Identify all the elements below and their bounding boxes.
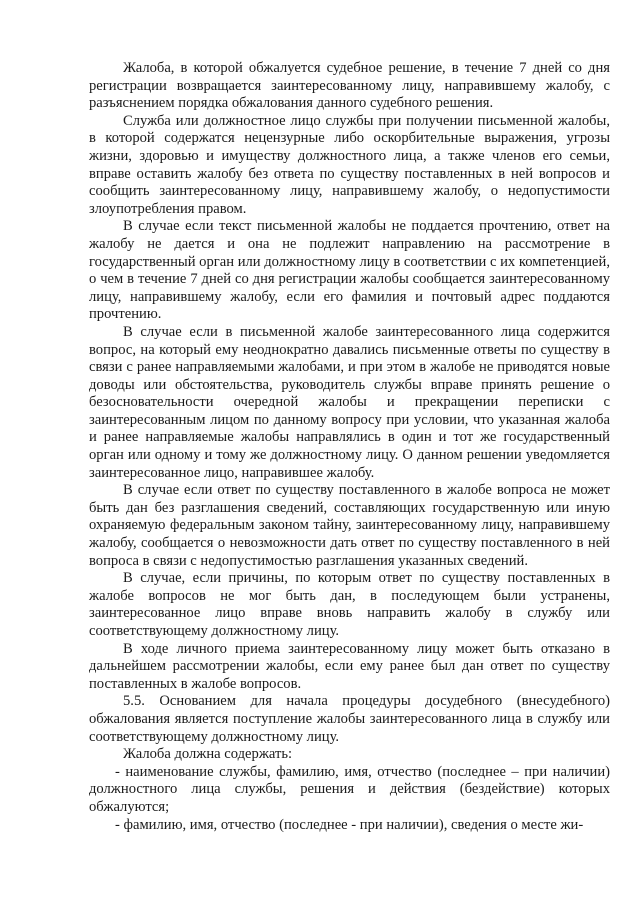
paragraph-section-5-5: 5.5. Основанием для начала процедуры досудебного (внесудебного) обжалования является поступление жалобы заинтересованного лица в службу или соответствующему должностному лицу. — [89, 693, 610, 745]
list-item: - наименование службы, фамилию, имя, отчество (последнее – при наличии) должностного лица службы, решения и действия (бездействие) которых обжалуются; — [89, 763, 610, 815]
paragraph-unreadable-complaint: В случае если текст письменной жалобы не поддается прочтению, ответ на жалобу не дается и она не подлежит направлению на рассмотрение в государственный орган или должностному лицу в соответствии с их компетенцией, о чем в течение 7 дней со дня регистрации жалобы сообщается заинтересованному лицу, направившему жалобу, если его фамилия и почтовый адрес поддаются прочтению. — [89, 218, 610, 323]
paragraph-offensive-complaint: Служба или должностное лицо службы при получении письменной жалобы, в которой содержатся нецензурные либо оскорбительные выражения, угрозы жизни, здоровью и имуществу должностного лица, а также членов его семьи, вправе оставить жалобу без ответа по существу поставленных в ней вопросов и сообщить заинтересованному лицу, направившему жалобу, о недопустимости злоупотребления правом. — [89, 112, 610, 217]
paragraph-court-decision-complaint: Жалоба, в которой обжалуется судебное решение, в течение 7 дней со дня регистрации возвращается заинтересованному лицу, направившему жалобу, с разъяснением порядка обжалования данного судебного решения. — [89, 60, 610, 112]
paragraph-repeated-complaint: В случае если в письменной жалобе заинтересованного лица содержится вопрос, на который ему неоднократно давались письменные ответы по существу в связи с ранее направляемыми жалобами, и при этом в жалобе не приводятся новые доводы или обстоятельства, руководитель службы вправе принять решение о безосновательности очередной жалобы и прекращении переписки с заинтересованным лицом по данному вопросу при условии, что указанная жалоба и ранее направляемые жалобы направлялись в один и тот же государственный орган или одному и тому же должностному лицу. О данном решении уведомляется заинтересованное лицо, направившее жалобу. — [89, 323, 610, 481]
paragraph-secret-information: В случае если ответ по существу поставленного в жалобе вопроса не может быть дан без разглашения сведений, составляющих государственную или иную охраняемую федеральным законом тайну, заинтересованному лицу, направившему жалобу, сообщается о невозможности дать ответ по существу поставленного в ней вопроса в связи с недопустимостью разглашения указанных сведений. — [89, 482, 610, 569]
paragraph-personal-reception: В ходе личного приема заинтересованному лицу может быть отказано в дальнейшем рассмотрении жалобы, если ему ранее был дан ответ по существу поставленных в жалобе вопросов. — [89, 640, 610, 692]
paragraph-complaint-contents-intro: Жалоба должна содержать: — [123, 746, 293, 763]
list-item: - фамилию, имя, отчество (последнее - при наличии), сведения о месте жи- — [115, 816, 584, 833]
document-body — [89, 60, 610, 834]
paragraph-resubmission: В случае, если причины, по которым ответ по существу поставленных в жалобе вопросов не мог быть дан, в последующем были устранены, заинтересованное лицо вправе вновь направить жалобу в службу или соответствующему должностному лицу. — [89, 570, 610, 639]
